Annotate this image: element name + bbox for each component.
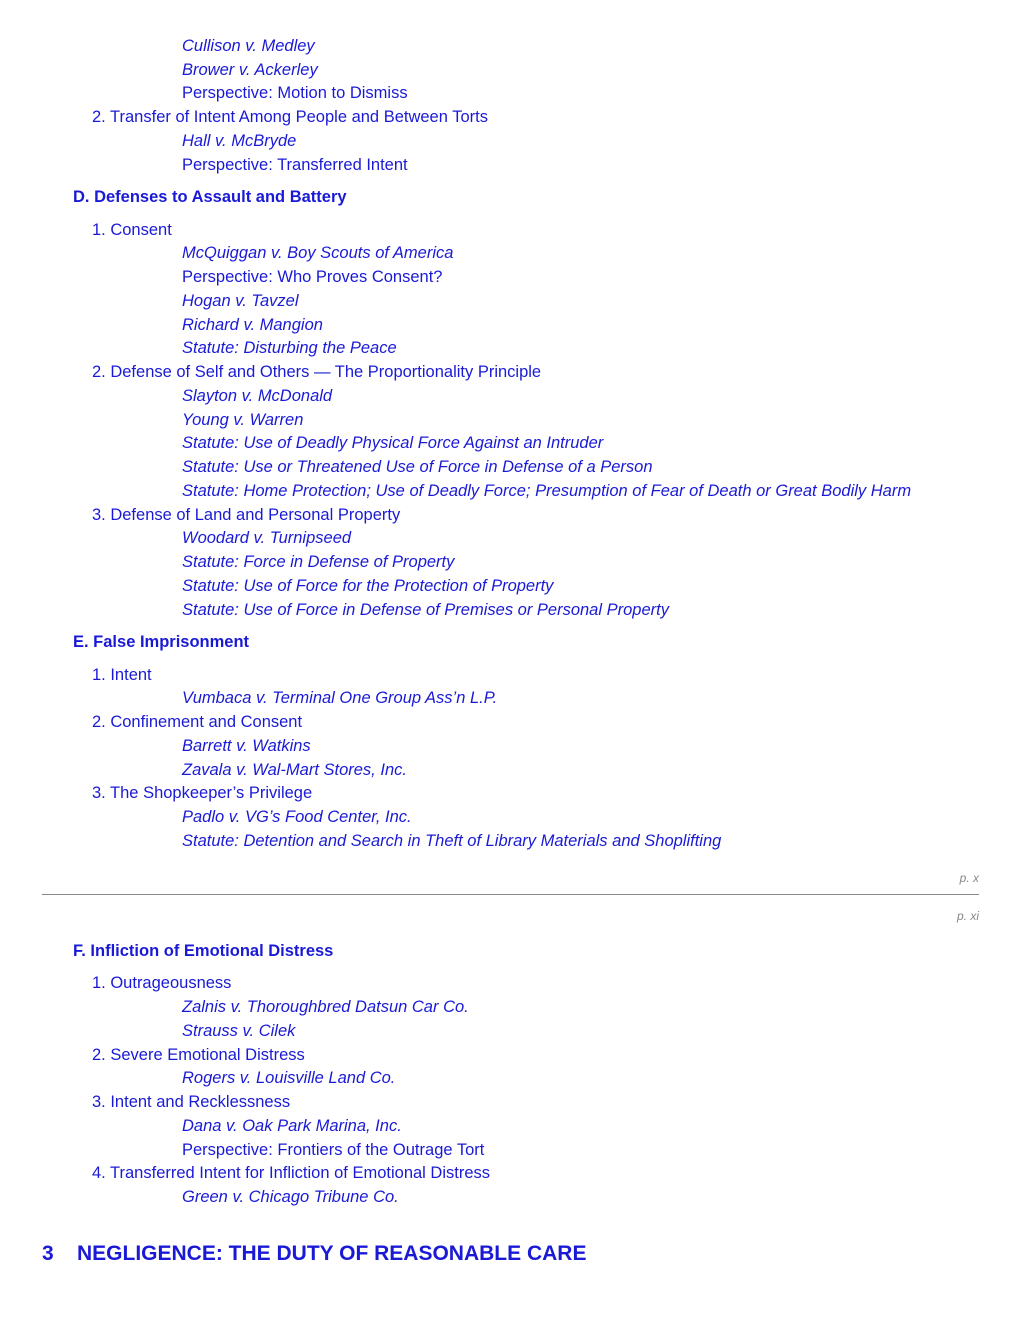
subsection-entry[interactable]: 2. Severe Emotional Distress [92, 1046, 305, 1064]
case-entry[interactable]: Green v. Chicago Tribune Co. [182, 1188, 399, 1206]
perspective-entry[interactable]: Perspective: Frontiers of the Outrage Tort [182, 1141, 485, 1159]
case-entry[interactable]: Zalnis v. Thoroughbred Datsun Car Co. [182, 998, 469, 1016]
perspective-entry[interactable]: Perspective: Motion to Dismiss [182, 84, 408, 102]
case-entry[interactable]: Young v. Warren [182, 411, 304, 429]
case-entry[interactable]: Barrett v. Watkins [182, 737, 311, 755]
chapter-heading[interactable] [42, 1242, 586, 1266]
subsection-entry[interactable]: 3. Intent and Recklessness [92, 1093, 291, 1111]
case-entry[interactable]: Brower v. Ackerley [182, 61, 318, 79]
subsection-entry[interactable]: 1. Outrageousness [92, 974, 232, 992]
subsection-entry[interactable]: 2. Defense of Self and Others — The Proportionality Principle [92, 363, 542, 381]
case-entry[interactable]: Richard v. Mangion [182, 316, 323, 334]
subsection-entry[interactable]: 3. Defense of Land and Personal Property [92, 506, 401, 524]
subsection-entry[interactable]: 2. Confinement and Consent [92, 713, 303, 731]
section-heading[interactable]: F. Infliction of Emotional Distress [73, 942, 334, 960]
case-entry[interactable]: Dana v. Oak Park Marina, Inc. [182, 1117, 402, 1135]
case-entry[interactable]: Slayton v. McDonald [182, 387, 333, 405]
subsection-entry[interactable]: 1. Consent [92, 221, 172, 239]
case-entry[interactable]: Hogan v. Tavzel [182, 292, 299, 310]
case-entry[interactable]: Hall v. McBryde [182, 132, 297, 150]
chapter-number: 3 [42, 1242, 54, 1265]
case-entry[interactable]: McQuiggan v. Boy Scouts of America [182, 244, 454, 262]
case-entry[interactable]: Statute: Disturbing the Peace [182, 339, 397, 357]
subsection-entry[interactable]: 2. Transfer of Intent Among People and Between Torts [92, 108, 488, 126]
perspective-entry[interactable]: Perspective: Who Proves Consent? [182, 268, 443, 286]
subsection-entry[interactable]: 3. The Shopkeeper’s Privilege [92, 784, 313, 802]
case-entry[interactable]: Statute: Home Protection; Use of Deadly Force; Presumption of Fear of Death or Great Bodily Harm [182, 482, 912, 500]
section-heading[interactable]: E. False Imprisonment [73, 633, 250, 651]
subsection-entry[interactable]: 4. Transferred Intent for Infliction of Emotional Distress [92, 1164, 491, 1182]
case-entry[interactable]: Padlo v. VG’s Food Center, Inc. [182, 808, 412, 826]
case-entry[interactable]: Woodard v. Turnipseed [182, 529, 352, 547]
case-entry[interactable]: Statute: Force in Defense of Property [182, 553, 455, 571]
case-entry[interactable]: Rogers v. Louisville Land Co. [182, 1069, 396, 1087]
case-entry[interactable]: Cullison v. Medley [182, 37, 315, 55]
page-number-prev: p. x [959, 871, 979, 885]
case-entry[interactable]: Strauss v. Cilek [182, 1022, 296, 1040]
page-divider [42, 894, 979, 895]
case-entry[interactable]: Statute: Use or Threatened Use of Force in Defense of a Person [182, 458, 653, 476]
chapter-title: NEGLIGENCE: THE DUTY OF REASONABLE CARE [77, 1242, 587, 1265]
case-entry[interactable]: Vumbaca v. Terminal One Group Ass’n L.P. [182, 689, 498, 707]
page-number-next: p. xi [956, 909, 979, 923]
case-entry[interactable]: Statute: Use of Force in Defense of Premises or Personal Property [182, 601, 669, 619]
perspective-entry[interactable]: Perspective: Transferred Intent [182, 156, 408, 174]
case-entry[interactable]: Statute: Use of Deadly Physical Force Against an Intruder [182, 434, 604, 452]
case-entry[interactable]: Statute: Detention and Search in Theft of Library Materials and Shoplifting [182, 832, 722, 850]
case-entry[interactable]: Zavala v. Wal-Mart Stores, Inc. [182, 761, 407, 779]
case-entry[interactable]: Statute: Use of Force for the Protection of Property [182, 577, 554, 595]
section-heading[interactable]: D. Defenses to Assault and Battery [73, 188, 347, 206]
subsection-entry[interactable]: 1. Intent [92, 666, 152, 684]
